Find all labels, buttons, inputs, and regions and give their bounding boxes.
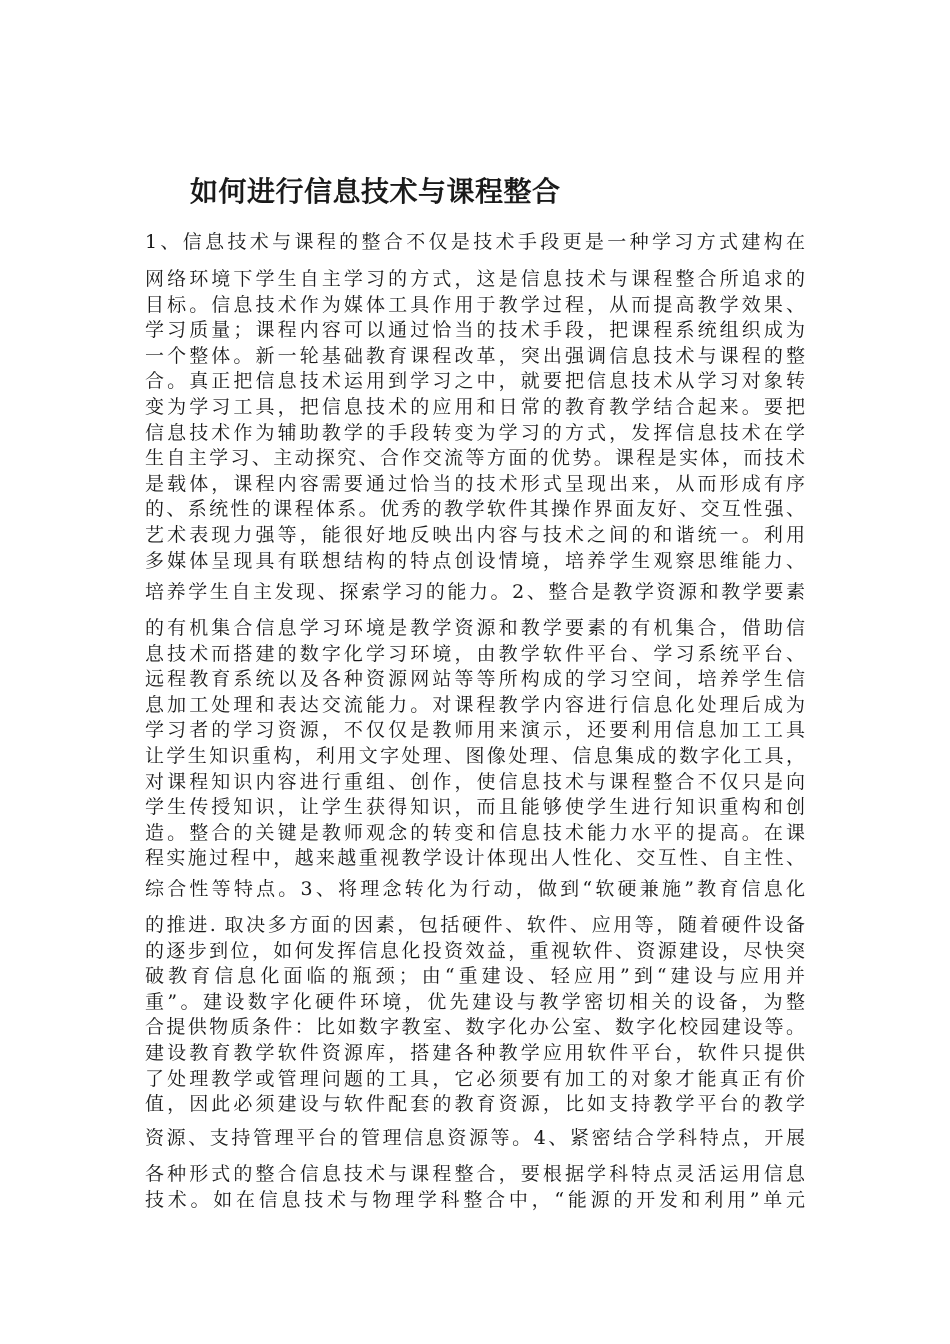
- paragraph-block-6: [145, 913, 805, 1118]
- text-line: 1、信息技术与课程的整合不仅是技术手段更是一种学习方式建构在: [145, 231, 805, 253]
- text-line: 远程教育系统以及各种资源网站等等所构成的学习空间，培养学生信: [145, 668, 805, 691]
- text-line: 学生传授知识，让学生获得知识，而且能够使学生进行知识重构和创: [145, 796, 805, 819]
- text-line: 多媒体呈现具有联想结构的特点创设情境，培养学生观察思维能力、: [145, 549, 805, 572]
- paragraph-block-8: [145, 1162, 805, 1213]
- paragraph-block-4: [145, 616, 805, 872]
- text-line: 技术。如在信息技术与物理学科整合中，“能源的开发和利用”单元: [145, 1188, 805, 1211]
- text-line: 是载体，课程内容需要通过恰当的技术形式呈现出来，从而形成有序: [145, 472, 805, 495]
- text-line: 的推进. 取决多方面的因素，包括硬件、软件、应用等，随着硬件设备: [145, 914, 805, 936]
- document-title: 如何进行信息技术与课程整合: [190, 175, 561, 208]
- paragraph-block-3: [145, 580, 805, 606]
- paragraph-block-2: [145, 267, 805, 574]
- text-line: 合。真正把信息技术运用到学习之中，就要把信息技术从学习对象转: [145, 370, 805, 393]
- text-line: 建设教育教学软件资源库，搭建各种教学应用软件平台，软件只提供: [145, 1041, 805, 1064]
- text-line: 破教育信息化面临的瓶颈；由“重建设、轻应用”到“建设与应用并: [145, 965, 805, 988]
- text-line: 综合性等特点。3、将理念转化为行动，做到“软硬兼施”教育信息化: [145, 878, 805, 900]
- text-line: 合提供物质条件：比如数字教室、数字化办公室、数字化校园建设等。: [145, 1016, 805, 1039]
- paragraph-block-1: [145, 230, 805, 256]
- text-line: 资源、支持管理平台的管理信息资源等。4、紧密结合学科特点，开展: [145, 1127, 805, 1149]
- text-line: 了处理教学或管理问题的工具，它必须要有加工的对象才能真正有价: [145, 1067, 805, 1090]
- paragraph-block-5: [145, 877, 805, 903]
- text-line: 一个整体。新一轮基础教育课程改革，突出强调信息技术与课程的整: [145, 344, 805, 367]
- text-line: 对课程知识内容进行重组、创作，使信息技术与课程整合不仅只是向: [145, 770, 805, 793]
- text-line: 艺术表现力强等，能很好地反映出内容与技术之间的和谐统一。利用: [145, 523, 805, 546]
- text-line: 的逐步到位，如何发挥信息化投资效益，重视软件、资源建设，尽快突: [145, 939, 805, 962]
- text-line: 各种形式的整合信息技术与课程整合，要根据学科特点灵活运用信息: [145, 1163, 805, 1185]
- text-line: 息技术而搭建的数字化学习环境，由教学软件平台、学习系统平台、: [145, 642, 805, 665]
- text-line: 程实施过程中，越来越重视教学设计体现出人性化、交互性、自主性、: [145, 847, 805, 870]
- text-line: 目标。信息技术作为媒体工具作用于教学过程，从而提高教学效果、: [145, 293, 805, 316]
- text-line: 学习者的学习资源，不仅仅是教师用来演示，还要利用信息加工工具: [145, 719, 805, 742]
- paragraph-block-7: [145, 1126, 805, 1152]
- text-line: 重”。建设数字化硬件环境，优先建设与教学密切相关的设备，为整: [145, 990, 805, 1013]
- text-line: 信息技术作为辅助教学的手段转变为学习的方式，发挥信息技术在学: [145, 421, 805, 444]
- text-line: 造。整合的关键是教师观念的转变和信息技术能力水平的提高。在课: [145, 821, 805, 844]
- text-line: 息加工处理和表达交流能力。对课程教学内容进行信息化处理后成为: [145, 693, 805, 716]
- text-line: 的、系统性的课程体系。优秀的教学软件其操作界面友好、交互性强、: [145, 498, 805, 521]
- text-line: 值，因此必须建设与软件配套的教育资源，比如支持教学平台的教学: [145, 1093, 805, 1116]
- text-line: 的有机集合信息学习环境是教学资源和教学要素的有机集合，借助信: [145, 617, 805, 639]
- text-line: 生自主学习、主动探究、合作交流等方面的优势。课程是实体，而技术: [145, 447, 805, 470]
- text-line: 变为学习工具，把信息技术的应用和日常的教育教学结合起来。要把: [145, 395, 805, 418]
- text-line: 培养学生自主发现、探索学习的能力。2、整合是教学资源和教学要素: [145, 581, 805, 603]
- text-line: 让学生知识重构，利用文字处理、图像处理、信息集成的数字化工具，: [145, 744, 805, 767]
- text-line: 网络环境下学生自主学习的方式，这是信息技术与课程整合所追求的: [145, 268, 805, 290]
- text-line: 学习质量；课程内容可以通过恰当的技术手段，把课程系统组织成为: [145, 319, 805, 342]
